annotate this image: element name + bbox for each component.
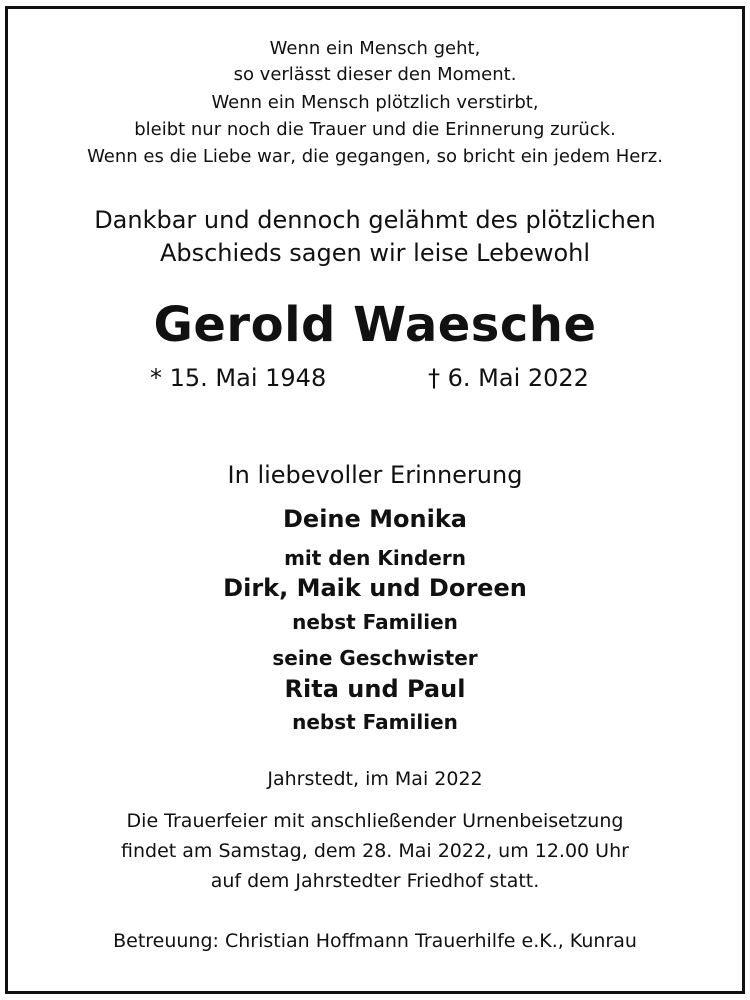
- funeral-line: Die Trauerfeier mit anschließender Urnenbeisetzung: [126, 810, 624, 832]
- poem-line: Wenn es die Liebe war, die gegangen, so bricht ein jedem Herz.: [87, 146, 663, 167]
- mourner-line: nebst Familien: [292, 710, 458, 734]
- mourner-line: Deine Monika: [283, 505, 467, 533]
- mourner-line: Dirk, Maik und Doreen: [223, 574, 527, 602]
- poem-line: so verlässt dieser den Moment.: [233, 64, 517, 85]
- poem-line: bleibt nur noch die Trauer und die Erinnerung zurück.: [134, 119, 616, 140]
- intro-line: Dankbar und dennoch gelähmt des plötzlichen: [94, 206, 656, 234]
- service-provider: Betreuung: Christian Hoffmann Trauerhilfe e.K., Kunrau: [113, 930, 637, 952]
- mourner-line: seine Geschwister: [272, 646, 478, 670]
- poem-line: Wenn ein Mensch geht,: [269, 38, 481, 59]
- mourner-line: nebst Familien: [292, 610, 458, 634]
- deceased-name: Gerold Waesche: [153, 297, 597, 353]
- funeral-line: auf dem Jahrstedter Friedhof statt.: [210, 870, 540, 892]
- mourner-line: mit den Kindern: [284, 546, 466, 570]
- intro-line: Abschieds sagen wir leise Lebewohl: [159, 239, 591, 267]
- remembrance-heading: In liebevoller Erinnerung: [227, 461, 523, 489]
- death-date: † 6. Mai 2022: [428, 364, 589, 392]
- funeral-line: findet am Samstag, dem 28. Mai 2022, um 12.00 Uhr: [121, 840, 629, 862]
- place-date: Jahrstedt, im Mai 2022: [267, 768, 483, 790]
- poem-line: Wenn ein Mensch plötzlich verstirbt,: [211, 92, 539, 113]
- birth-date: * 15. Mai 1948: [150, 364, 327, 392]
- mourner-line: Rita und Paul: [284, 675, 466, 703]
